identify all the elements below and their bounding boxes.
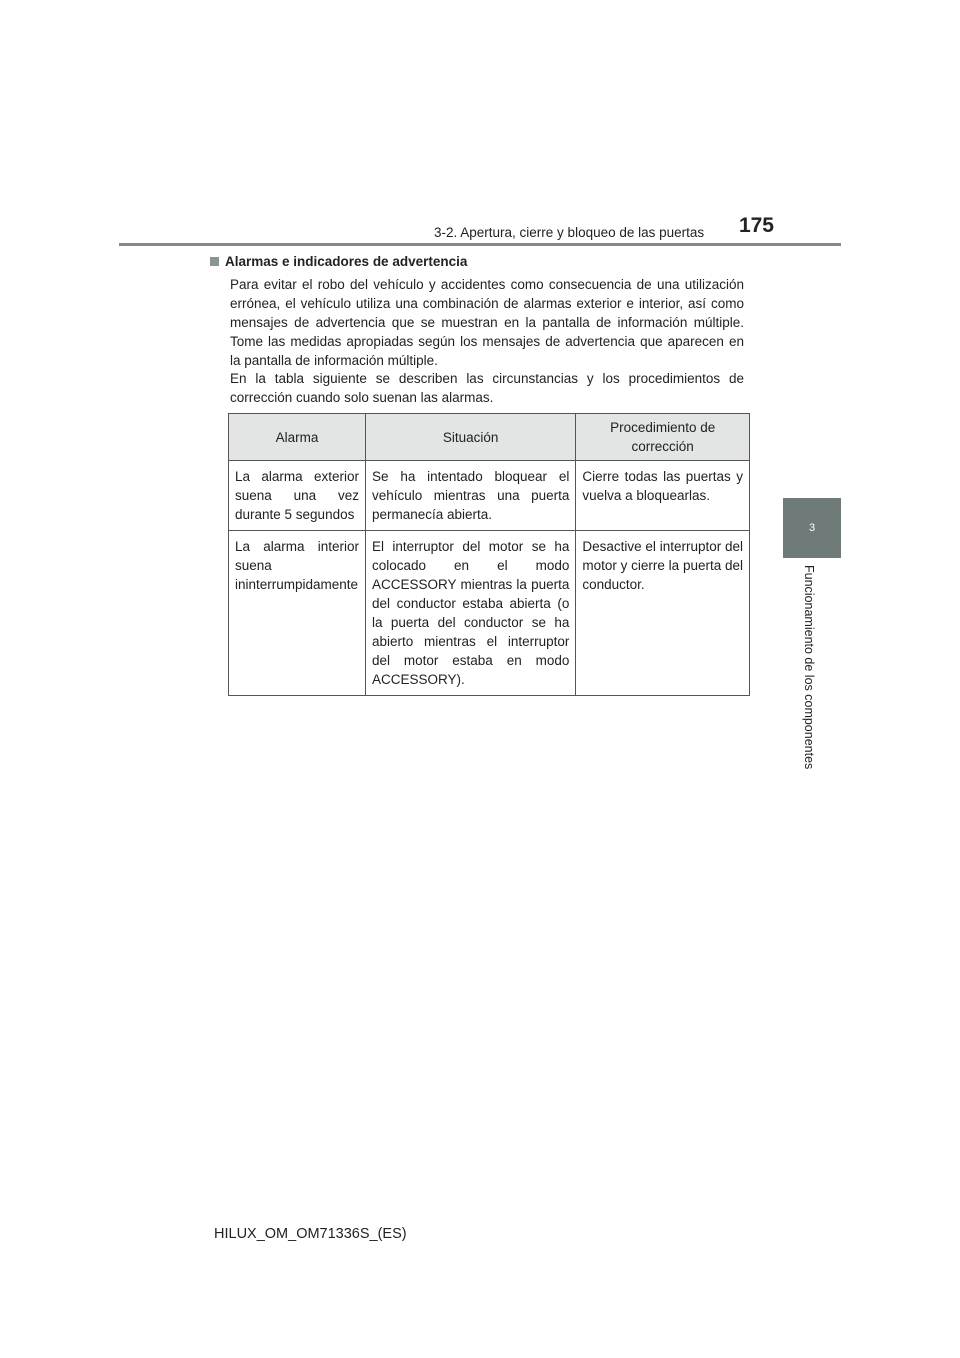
square-bullet-icon bbox=[210, 257, 219, 266]
chapter-title: Funcionamiento de los componentes bbox=[802, 565, 816, 770]
cell-alarma: La alarma interior suena ininterrumpidamente bbox=[229, 531, 366, 696]
intro-paragraph: Para evitar el robo del vehículo y accidentes como consecuencia de una utilización errónea, el vehículo utiliza una combinación de alarmas exterior e interior, así como mensajes de advertencia que se muestran en la pantalla de información múltiple. Tome las medidas apropiadas según los mensajes de advertencia que aparecen en la pantalla de información múltiple. bbox=[230, 277, 744, 368]
table-intro-paragraph: En la tabla siguiente se describen las circunstancias y los procedimientos de corrección cuando solo suenan las alarmas. bbox=[230, 371, 744, 405]
alarms-table bbox=[228, 413, 750, 696]
header-rule bbox=[119, 243, 841, 246]
header-alarma: Alarma bbox=[229, 414, 366, 461]
cell-alarma: La alarma exterior suena una vez durante 5 segundos bbox=[229, 461, 366, 531]
manual-code: HILUX_OM_OM71336S_(ES) bbox=[214, 1226, 407, 1242]
chapter-tab bbox=[783, 498, 841, 558]
cell-situacion: El interruptor del motor se ha colocado en el modo ACCESSORY mientras la puerta del conductor estaba abierta (o la puerta del conductor se ha abierto mientras el interruptor del motor estaba en modo ACCESSORY). bbox=[365, 531, 575, 696]
chapter-number: 3 bbox=[808, 522, 816, 534]
section-title: 3-2. Apertura, cierre y bloqueo de las puertas bbox=[434, 225, 705, 240]
table-row bbox=[229, 461, 750, 531]
table-row bbox=[229, 531, 750, 696]
page-number: 175 bbox=[738, 214, 774, 237]
cell-procedimiento: Desactive el interruptor del motor y cierre la puerta del conductor. bbox=[576, 531, 750, 696]
header-procedimiento: Procedimiento de corrección bbox=[576, 414, 750, 461]
cell-situacion: Se ha intentado bloquear el vehículo mientras una puerta permanecía abierta. bbox=[365, 461, 575, 531]
cell-procedimiento: Cierre todas las puertas y vuelva a bloquearlas. bbox=[576, 461, 750, 531]
section-heading bbox=[210, 254, 750, 269]
header-situacion: Situación bbox=[365, 414, 575, 461]
heading-text: Alarmas e indicadores de advertencia bbox=[225, 254, 468, 269]
table-header-row bbox=[229, 414, 750, 461]
